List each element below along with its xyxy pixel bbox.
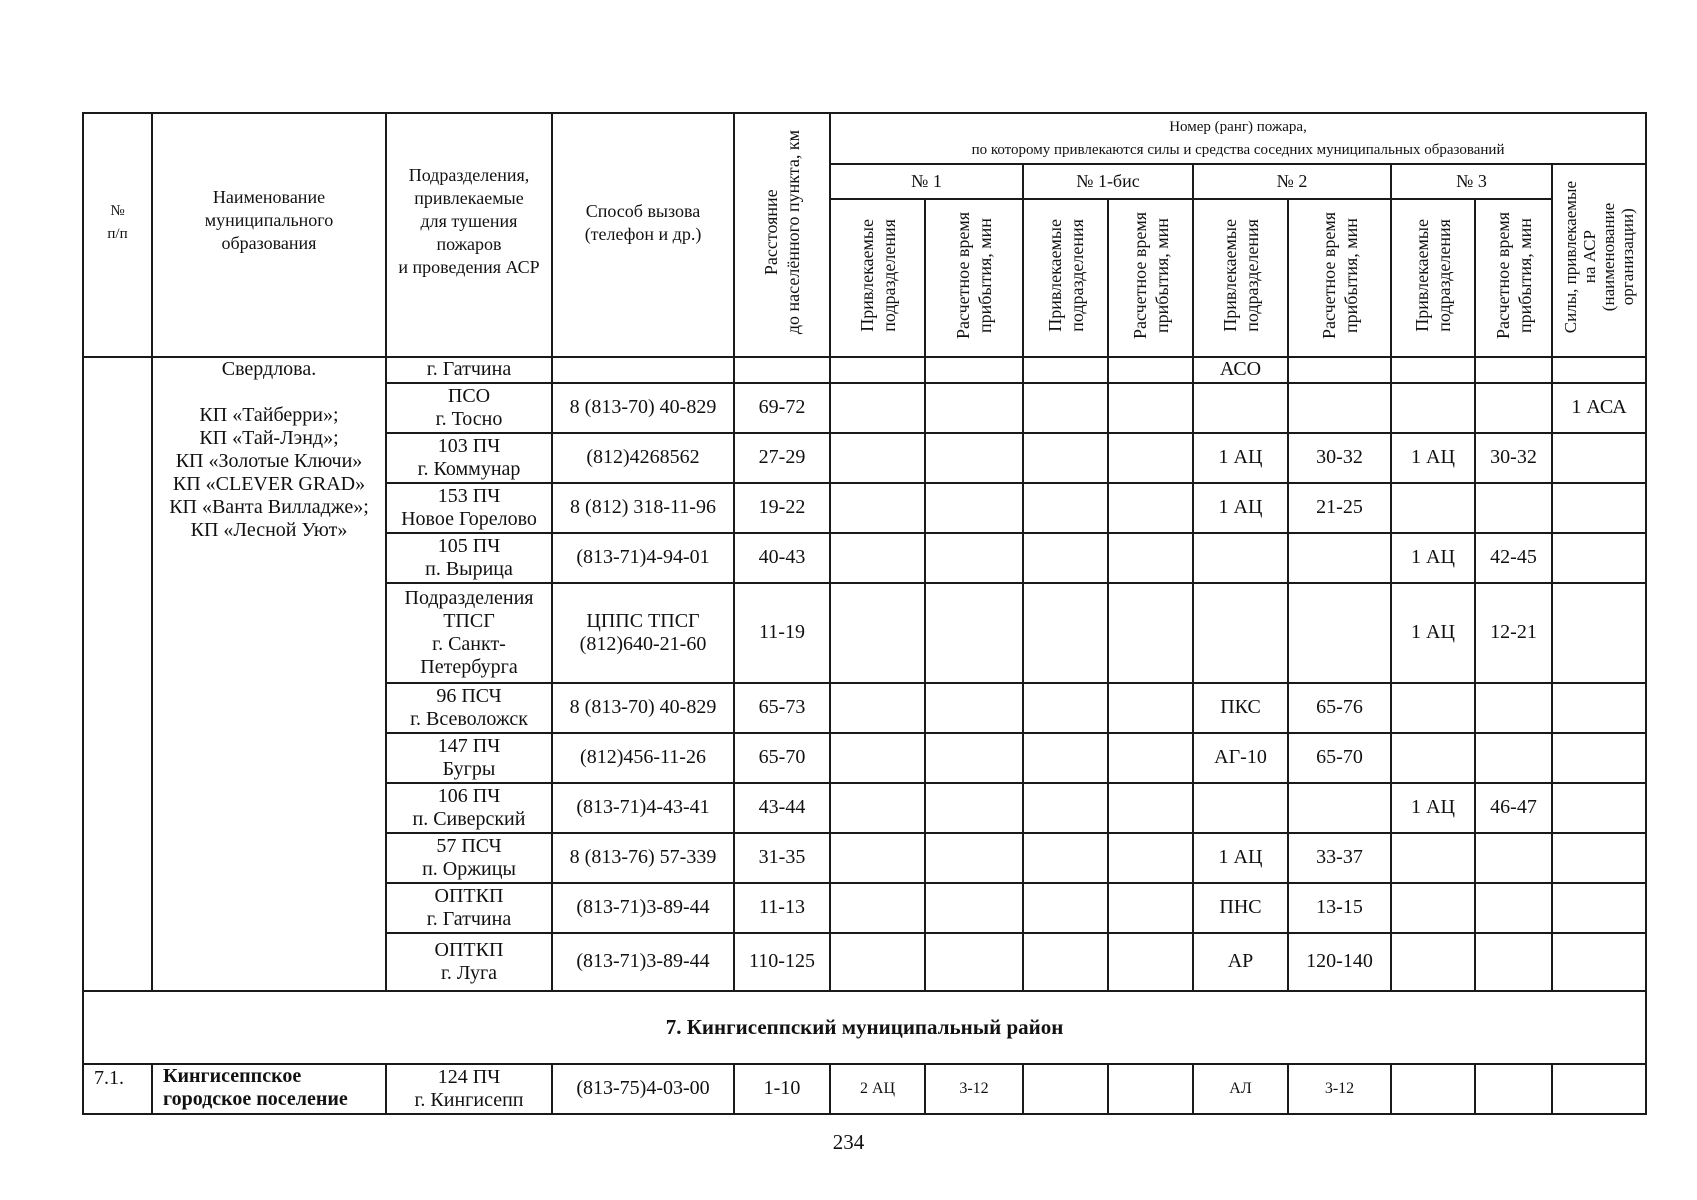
row-rank-3-units bbox=[1391, 483, 1475, 533]
row-rank-2-time: 13-15 bbox=[1288, 883, 1391, 933]
row-asr-forces bbox=[1552, 533, 1646, 583]
header-distance: Расстояние до населённого пункта, км bbox=[734, 113, 830, 357]
row-asr-forces bbox=[1552, 1064, 1646, 1114]
row-unit: 153 ПЧ Новое Горелово bbox=[386, 483, 552, 533]
row-rank-3-units: 1 АЦ bbox=[1391, 583, 1475, 683]
row-rank-1bis-units bbox=[1023, 883, 1108, 933]
row-distance: 11-13 bbox=[734, 883, 830, 933]
row-call-method: (813-71)3-89-44 bbox=[552, 933, 734, 991]
row-rank-3-units bbox=[1391, 883, 1475, 933]
header-units: Подразделения, привлекаемые для тушения пожаров и проведения АСР bbox=[386, 113, 552, 357]
row-asr-forces bbox=[1552, 683, 1646, 733]
row-number-cell bbox=[83, 357, 152, 991]
header-rank-2-units: Привлекаемые подразделения bbox=[1193, 199, 1288, 356]
fire-forces-table bbox=[82, 112, 1647, 1115]
row-rank-1-time bbox=[925, 833, 1023, 883]
row-number: 7.1. bbox=[83, 1064, 152, 1114]
row-rank-3-time bbox=[1475, 933, 1552, 991]
row-rank-1-units bbox=[830, 883, 925, 933]
row-call-method: ЦППС ТПСГ (812)640-21-60 bbox=[552, 583, 734, 683]
row-rank-1bis-units bbox=[1023, 357, 1108, 383]
row-rank-3-time: 46-47 bbox=[1475, 783, 1552, 833]
row-rank-1bis-time bbox=[1108, 583, 1193, 683]
row-rank-1-units: 2 АЦ bbox=[830, 1064, 925, 1114]
row-unit: 96 ПСЧ г. Всеволожск bbox=[386, 683, 552, 733]
row-rank-3-time bbox=[1475, 357, 1552, 383]
row-rank-3-units bbox=[1391, 933, 1475, 991]
row-distance: 19-22 bbox=[734, 483, 830, 533]
header-municipality: Наименование муниципального образования bbox=[152, 113, 386, 357]
row-call-method: 8 (813-70) 40-829 bbox=[552, 383, 734, 433]
row-rank-2-time bbox=[1288, 783, 1391, 833]
row-rank-2-units: 1 АЦ bbox=[1193, 833, 1288, 883]
row-rank-1-time bbox=[925, 533, 1023, 583]
row-rank-1bis-time bbox=[1108, 933, 1193, 991]
row-asr-forces bbox=[1552, 433, 1646, 483]
row-rank-1bis-units bbox=[1023, 783, 1108, 833]
row-call-method: (812)4268562 bbox=[552, 433, 734, 483]
header-rank-title: Номер (ранг) пожара, по которому привлекаются силы и средства соседних муниципальных образований bbox=[830, 113, 1646, 164]
row-rank-1-units bbox=[830, 583, 925, 683]
row-unit: г. Гатчина bbox=[386, 357, 552, 383]
row-asr-forces bbox=[1552, 357, 1646, 383]
row-rank-1bis-units bbox=[1023, 383, 1108, 433]
row-rank-3-units bbox=[1391, 357, 1475, 383]
header-rank-2-time: Расчетное время прибытия, мин bbox=[1288, 199, 1391, 356]
row-distance: 110-125 bbox=[734, 933, 830, 991]
row-rank-1bis-units bbox=[1023, 833, 1108, 883]
row-rank-2-time: 33-37 bbox=[1288, 833, 1391, 883]
row-rank-3-time: 42-45 bbox=[1475, 533, 1552, 583]
row-asr-forces bbox=[1552, 833, 1646, 883]
row-distance: 65-70 bbox=[734, 733, 830, 783]
row-rank-1-units bbox=[830, 733, 925, 783]
row-rank-1-time bbox=[925, 733, 1023, 783]
row-rank-1-time bbox=[925, 483, 1023, 533]
row-rank-2-units: ПКС bbox=[1193, 683, 1288, 733]
row-rank-2-units: 1 АЦ bbox=[1193, 483, 1288, 533]
row-rank-1-units bbox=[830, 783, 925, 833]
row-rank-1bis-time bbox=[1108, 533, 1193, 583]
row-call-method: 8 (813-76) 57-339 bbox=[552, 833, 734, 883]
row-rank-1-units bbox=[830, 357, 925, 383]
row-asr-forces bbox=[1552, 583, 1646, 683]
header-call-method: Способ вызова (телефон и др.) bbox=[552, 113, 734, 357]
row-rank-2-time: 3-12 bbox=[1288, 1064, 1391, 1114]
header-rank-1-time: Расчетное время прибытия, мин bbox=[925, 199, 1023, 356]
header-rank-1bis-time: Расчетное время прибытия, мин bbox=[1108, 199, 1193, 356]
row-distance: 65-73 bbox=[734, 683, 830, 733]
row-rank-1bis-time bbox=[1108, 833, 1193, 883]
row-rank-1bis-units bbox=[1023, 433, 1108, 483]
row-rank-3-units bbox=[1391, 1064, 1475, 1114]
row-rank-1bis-time bbox=[1108, 1064, 1193, 1114]
header-rank-3-time: Расчетное время прибытия, мин bbox=[1475, 199, 1552, 356]
row-rank-1bis-time bbox=[1108, 883, 1193, 933]
row-call-method: (813-71)4-94-01 bbox=[552, 533, 734, 583]
row-distance: 1-10 bbox=[734, 1064, 830, 1114]
row-rank-2-time: 30-32 bbox=[1288, 433, 1391, 483]
row-unit: 147 ПЧ Бугры bbox=[386, 733, 552, 783]
row-rank-2-time: 65-70 bbox=[1288, 733, 1391, 783]
section-title: 7. Кингисеппский муниципальный район bbox=[83, 991, 1646, 1064]
row-rank-3-units bbox=[1391, 833, 1475, 883]
row-rank-3-units: 1 АЦ bbox=[1391, 533, 1475, 583]
row-call-method: (813-71)3-89-44 bbox=[552, 883, 734, 933]
row-rank-3-time bbox=[1475, 683, 1552, 733]
row-rank-3-time bbox=[1475, 483, 1552, 533]
page-number: 234 bbox=[832, 1130, 865, 1154]
row-rank-1bis-time bbox=[1108, 783, 1193, 833]
row-asr-forces: 1 АСА bbox=[1552, 383, 1646, 433]
row-rank-1-units bbox=[830, 933, 925, 991]
row-rank-3-time bbox=[1475, 883, 1552, 933]
table-row bbox=[83, 357, 1646, 383]
row-rank-2-time: 21-25 bbox=[1288, 483, 1391, 533]
row-rank-2-time: 65-76 bbox=[1288, 683, 1391, 733]
row-rank-1bis-time bbox=[1108, 357, 1193, 383]
row-rank-3-units: 1 АЦ bbox=[1391, 783, 1475, 833]
row-rank-1-time bbox=[925, 583, 1023, 683]
row-rank-1bis-time bbox=[1108, 483, 1193, 533]
row-rank-3-units: 1 АЦ bbox=[1391, 433, 1475, 483]
row-rank-2-units: ПНС bbox=[1193, 883, 1288, 933]
row-unit: 105 ПЧ п. Вырица bbox=[386, 533, 552, 583]
row-rank-2-units: 1 АЦ bbox=[1193, 433, 1288, 483]
row-rank-3-time: 30-32 bbox=[1475, 433, 1552, 483]
row-unit: ОПТКП г. Луга bbox=[386, 933, 552, 991]
row-rank-2-units: АР bbox=[1193, 933, 1288, 991]
row-rank-2-units bbox=[1193, 783, 1288, 833]
header-num: № п/п bbox=[83, 113, 152, 357]
row-rank-1-time bbox=[925, 383, 1023, 433]
row-rank-1-time bbox=[925, 883, 1023, 933]
row-rank-2-units bbox=[1193, 383, 1288, 433]
row-rank-1-time: 3-12 bbox=[925, 1064, 1023, 1114]
row-unit: ПСО г. Тосно bbox=[386, 383, 552, 433]
row-asr-forces bbox=[1552, 933, 1646, 991]
row-rank-1bis-units bbox=[1023, 683, 1108, 733]
row-asr-forces bbox=[1552, 883, 1646, 933]
row-distance: 69-72 bbox=[734, 383, 830, 433]
row-rank-2-units: АГ-10 bbox=[1193, 733, 1288, 783]
row-rank-1bis-time bbox=[1108, 433, 1193, 483]
row-rank-3-time bbox=[1475, 733, 1552, 783]
header-rank-1bis-units: Привлекаемые подразделения bbox=[1023, 199, 1108, 356]
row-call-method: 8 (812) 318-11-96 bbox=[552, 483, 734, 533]
row-rank-3-units bbox=[1391, 383, 1475, 433]
row-rank-3-time bbox=[1475, 833, 1552, 883]
row-rank-1bis-units bbox=[1023, 533, 1108, 583]
row-rank-3-units bbox=[1391, 683, 1475, 733]
row-rank-1bis-units bbox=[1023, 733, 1108, 783]
row-unit: 57 ПСЧ п. Оржицы bbox=[386, 833, 552, 883]
row-distance: 27-29 bbox=[734, 433, 830, 483]
row-asr-forces bbox=[1552, 783, 1646, 833]
row-rank-2-time bbox=[1288, 583, 1391, 683]
header-rank-3: № 3 bbox=[1391, 164, 1552, 199]
row-rank-1-units bbox=[830, 383, 925, 433]
row-distance: 40-43 bbox=[734, 533, 830, 583]
row-rank-1-units bbox=[830, 833, 925, 883]
row-unit: Подразделения ТПСГ г. Санкт- Петербурга bbox=[386, 583, 552, 683]
row-rank-1bis-time bbox=[1108, 383, 1193, 433]
row-rank-3-time: 12-21 bbox=[1475, 583, 1552, 683]
row-rank-1-units bbox=[830, 433, 925, 483]
row-rank-2-units bbox=[1193, 533, 1288, 583]
row-call-method: (813-71)4-43-41 bbox=[552, 783, 734, 833]
row-rank-1-time bbox=[925, 683, 1023, 733]
row-rank-3-time bbox=[1475, 1064, 1552, 1114]
row-rank-1-units bbox=[830, 683, 925, 733]
header-asr-forces: Силы, привлекаемые на АСР (наименование организации) bbox=[1552, 164, 1646, 357]
row-rank-1bis-units bbox=[1023, 583, 1108, 683]
row-asr-forces bbox=[1552, 483, 1646, 533]
row-rank-1-time bbox=[925, 357, 1023, 383]
header-rank-3-units: Привлекаемые подразделения bbox=[1391, 199, 1475, 356]
row-distance: 11-19 bbox=[734, 583, 830, 683]
row-rank-1-units bbox=[830, 483, 925, 533]
row-distance: 31-35 bbox=[734, 833, 830, 883]
header-rank-2: № 2 bbox=[1193, 164, 1391, 199]
header-rank-1: № 1 bbox=[830, 164, 1023, 199]
row-rank-1bis-units bbox=[1023, 933, 1108, 991]
row-asr-forces bbox=[1552, 733, 1646, 783]
row-rank-2-units: АЛ bbox=[1193, 1064, 1288, 1114]
row-unit: ОПТКП г. Гатчина bbox=[386, 883, 552, 933]
header-rank-1-units: Привлекаемые подразделения bbox=[830, 199, 925, 356]
row-rank-2-units bbox=[1193, 583, 1288, 683]
row-rank-1bis-units bbox=[1023, 483, 1108, 533]
row-rank-1bis-time bbox=[1108, 733, 1193, 783]
row-rank-1bis-units bbox=[1023, 1064, 1108, 1114]
row-rank-1bis-time bbox=[1108, 683, 1193, 733]
row-rank-2-units: АСО bbox=[1193, 357, 1288, 383]
row-unit: 106 ПЧ п. Сиверский bbox=[386, 783, 552, 833]
header-rank-1bis: № 1-бис bbox=[1023, 164, 1193, 199]
row-rank-2-time: 120-140 bbox=[1288, 933, 1391, 991]
row-unit: 124 ПЧ г. Кингисепп bbox=[386, 1064, 552, 1114]
row-call-method: (812)456-11-26 bbox=[552, 733, 734, 783]
row-rank-3-units bbox=[1391, 733, 1475, 783]
row-rank-1-time bbox=[925, 933, 1023, 991]
row-call-method: 8 (813-70) 40-829 bbox=[552, 683, 734, 733]
municipality-names: Свердлова. КП «Тайберри»; КП «Тай-Лэнд»; КП «Золотые Ключи» КП «CLEVER GRAD» КП «Ванта Вилладже»; КП «Лесной Уют» bbox=[152, 357, 386, 991]
row-rank-2-time bbox=[1288, 357, 1391, 383]
table-row bbox=[83, 1064, 1646, 1114]
row-rank-1-time bbox=[925, 433, 1023, 483]
row-rank-1-units bbox=[830, 533, 925, 583]
row-rank-3-time bbox=[1475, 383, 1552, 433]
row-rank-2-time bbox=[1288, 383, 1391, 433]
row-rank-1-time bbox=[925, 783, 1023, 833]
row-distance: 43-44 bbox=[734, 783, 830, 833]
municipality-name: Кингисеппское городское поселение bbox=[152, 1064, 386, 1114]
row-call-method bbox=[552, 357, 734, 383]
row-rank-2-time bbox=[1288, 533, 1391, 583]
row-unit: 103 ПЧ г. Коммунар bbox=[386, 433, 552, 483]
row-call-method: (813-75)4-03-00 bbox=[552, 1064, 734, 1114]
row-distance bbox=[734, 357, 830, 383]
